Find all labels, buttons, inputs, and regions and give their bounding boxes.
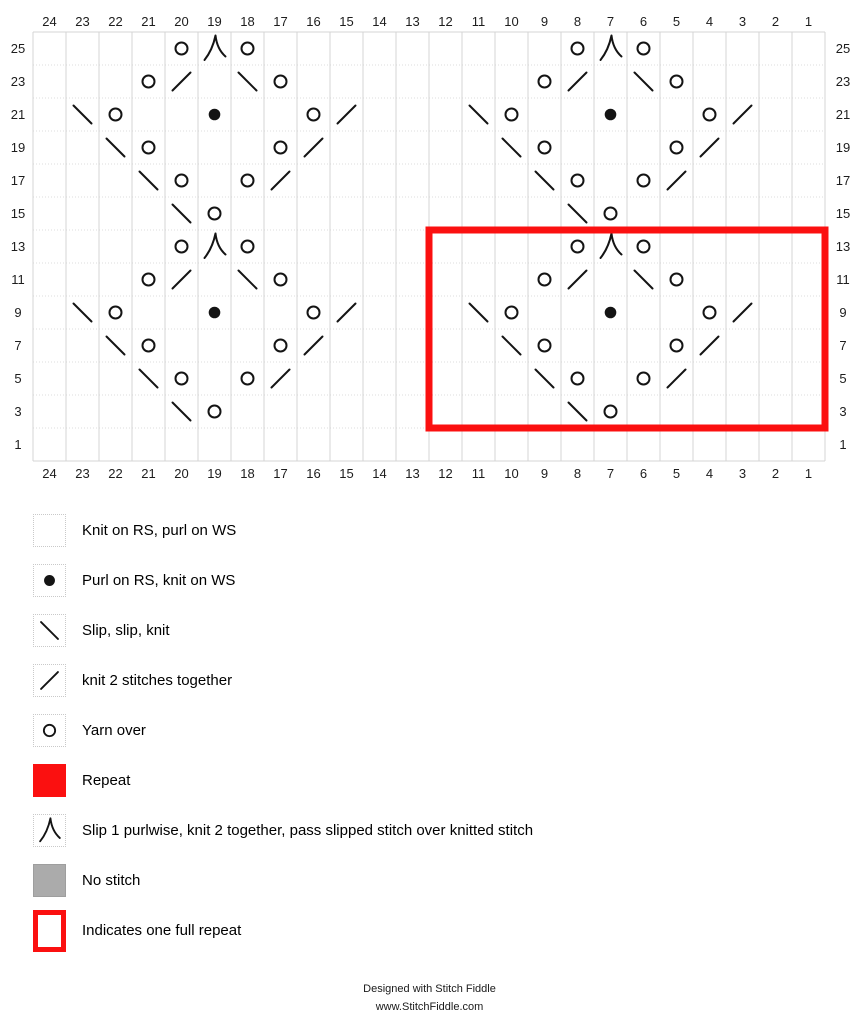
legend-item-label: Purl on RS, knit on WS bbox=[82, 572, 236, 589]
purl-dot-icon bbox=[44, 575, 55, 586]
grid-label: 21 bbox=[141, 14, 156, 29]
legend-item-label: Yarn over bbox=[82, 722, 146, 739]
legend-item bbox=[33, 514, 859, 547]
grid-label: 14 bbox=[372, 14, 387, 29]
grid-label: 14 bbox=[372, 466, 387, 481]
grid-label: 15 bbox=[835, 206, 851, 221]
legend-swatch-wrap bbox=[33, 564, 66, 597]
grid-label: 5 bbox=[14, 371, 22, 386]
grid-label: 24 bbox=[42, 14, 57, 29]
grid-label: 5 bbox=[839, 371, 847, 386]
footer-credit bbox=[0, 981, 859, 1016]
k2tog-diagonal-icon bbox=[33, 664, 66, 697]
grid-label: 13 bbox=[405, 14, 420, 29]
grid-label: 13 bbox=[405, 466, 420, 481]
grid-label: 9 bbox=[14, 305, 22, 320]
legend-swatch-wrap bbox=[33, 714, 66, 747]
legend-item-label: Indicates one full repeat bbox=[82, 922, 242, 939]
legend-swatch-wrap bbox=[33, 864, 66, 897]
grid-label: 19 bbox=[207, 466, 222, 481]
legend-item-label: knit 2 stitches together bbox=[82, 672, 233, 689]
grid-label: 7 bbox=[606, 466, 615, 481]
grid-label: 13 bbox=[835, 239, 851, 254]
grid-label: 10 bbox=[504, 14, 519, 29]
grid-label: 7 bbox=[14, 338, 22, 353]
grid-label: 5 bbox=[672, 466, 681, 481]
grid-label: 19 bbox=[10, 140, 26, 155]
legend-item-label: No stitch bbox=[82, 872, 141, 889]
grid-label: 18 bbox=[240, 466, 255, 481]
grid-label: 1 bbox=[839, 437, 847, 452]
grid-label: 19 bbox=[207, 14, 222, 29]
yarn-over-icon bbox=[34, 715, 65, 746]
legend-item bbox=[33, 914, 859, 947]
legend-swatch-wrap bbox=[33, 514, 66, 547]
ssk-diagonal-icon bbox=[34, 615, 65, 646]
grid-label: 3 bbox=[738, 14, 747, 29]
grid-label: 7 bbox=[606, 14, 615, 29]
grid-label: 7 bbox=[839, 338, 847, 353]
legend-item bbox=[33, 714, 859, 747]
k2tog-diagonal-icon bbox=[34, 665, 65, 696]
grid-label: 9 bbox=[540, 466, 549, 481]
grid-label: 19 bbox=[835, 140, 851, 155]
grid-label: 16 bbox=[306, 466, 321, 481]
k2tog-diagonal-icon bbox=[41, 672, 58, 689]
grid-label: 8 bbox=[573, 466, 582, 481]
grid-label: 9 bbox=[540, 14, 549, 29]
yarn-over-icon bbox=[44, 725, 55, 736]
grid-label: 12 bbox=[438, 466, 453, 481]
legend-item-label: Knit on RS, purl on WS bbox=[82, 522, 237, 539]
grid-label: 15 bbox=[10, 206, 26, 221]
grid-label: 21 bbox=[10, 107, 26, 122]
purl-dot-icon bbox=[605, 109, 617, 121]
grid-label: 15 bbox=[339, 14, 354, 29]
grid-label: 9 bbox=[839, 305, 847, 320]
ssk-diagonal-icon bbox=[41, 622, 58, 639]
grid-label: 4 bbox=[705, 466, 714, 481]
legend-item bbox=[33, 614, 859, 647]
legend-item bbox=[33, 564, 859, 597]
grid-label: 23 bbox=[835, 74, 851, 89]
grid-label: 21 bbox=[141, 466, 156, 481]
grid-label: 4 bbox=[705, 14, 714, 29]
grid-label: 11 bbox=[471, 466, 486, 481]
grid-label: 16 bbox=[306, 14, 321, 29]
grid-label: 17 bbox=[835, 173, 851, 188]
grid-label: 17 bbox=[273, 14, 288, 29]
grid-label: 6 bbox=[639, 14, 648, 29]
legend-swatch-wrap bbox=[33, 814, 66, 847]
grid-label: 5 bbox=[672, 14, 681, 29]
purl-dot-icon bbox=[209, 109, 221, 121]
grid-label: 2 bbox=[771, 466, 780, 481]
legend-swatch-wrap bbox=[33, 764, 66, 797]
grid-label: 12 bbox=[438, 14, 453, 29]
credit-line-2: www.StitchFiddle.com bbox=[375, 1000, 484, 1013]
grid-label: 1 bbox=[804, 466, 813, 481]
repeat-outline-icon bbox=[33, 910, 66, 952]
grid-label: 20 bbox=[174, 466, 189, 481]
grid-label: 15 bbox=[339, 466, 354, 481]
repeat-red-square-icon bbox=[33, 764, 66, 797]
grid-label: 11 bbox=[836, 272, 850, 287]
legend-swatch-wrap bbox=[33, 664, 66, 697]
grid-label: 3 bbox=[839, 404, 847, 419]
purl-dot-icon bbox=[209, 307, 221, 319]
grid-label: 17 bbox=[10, 173, 26, 188]
legend-item-label: Slip, slip, knit bbox=[82, 622, 170, 639]
grid-label: 25 bbox=[835, 41, 851, 56]
grid-label: 1 bbox=[14, 437, 22, 452]
grid-label: 22 bbox=[108, 14, 123, 29]
sk2p-lambda-icon bbox=[34, 815, 65, 846]
grid-label: 23 bbox=[75, 14, 90, 29]
grid-label: 17 bbox=[273, 466, 288, 481]
grid-label: 11 bbox=[471, 14, 486, 29]
grid-label: 20 bbox=[174, 14, 189, 29]
sk2p-lambda-icon bbox=[33, 814, 66, 847]
legend-item bbox=[33, 664, 859, 697]
legend-swatch-wrap bbox=[33, 914, 66, 947]
grid-label: 2 bbox=[771, 14, 780, 29]
sk2p-lambda-icon bbox=[40, 818, 60, 841]
yarn-over-icon bbox=[33, 714, 66, 747]
legend-item bbox=[33, 814, 859, 847]
purl-dot-icon bbox=[34, 565, 65, 596]
ssk-diagonal-icon bbox=[33, 614, 66, 647]
chart-legend bbox=[33, 514, 859, 947]
legend-item-label: Slip 1 purlwise, knit 2 together, pass slipped stitch over knitted stitch bbox=[82, 822, 534, 839]
grid-label: 3 bbox=[738, 466, 747, 481]
grid-label: 23 bbox=[75, 466, 90, 481]
legend-item bbox=[33, 764, 859, 797]
no-stitch-gray-icon bbox=[33, 864, 66, 897]
grid-label: 1 bbox=[804, 14, 813, 29]
purl-dot-icon bbox=[33, 564, 66, 597]
grid-label: 22 bbox=[108, 466, 123, 481]
grid-label: 11 bbox=[11, 272, 25, 287]
credit-line-1: Designed with Stitch Fiddle bbox=[363, 983, 496, 995]
grid-label: 13 bbox=[10, 239, 26, 254]
grid-label: 24 bbox=[42, 466, 57, 481]
grid-label: 8 bbox=[573, 14, 582, 29]
blank-square-icon bbox=[33, 514, 66, 547]
knitting-chart bbox=[0, 0, 859, 494]
grid-label: 21 bbox=[835, 107, 851, 122]
purl-dot-icon bbox=[605, 307, 617, 319]
grid-label: 6 bbox=[639, 466, 648, 481]
grid-label: 3 bbox=[14, 404, 22, 419]
legend-swatch-wrap bbox=[33, 614, 66, 647]
grid-label: 10 bbox=[504, 466, 519, 481]
grid-label: 18 bbox=[240, 14, 255, 29]
grid-label: 25 bbox=[10, 41, 26, 56]
legend-item bbox=[33, 864, 859, 897]
grid-label: 23 bbox=[10, 74, 26, 89]
legend-item-label: Repeat bbox=[82, 772, 131, 789]
